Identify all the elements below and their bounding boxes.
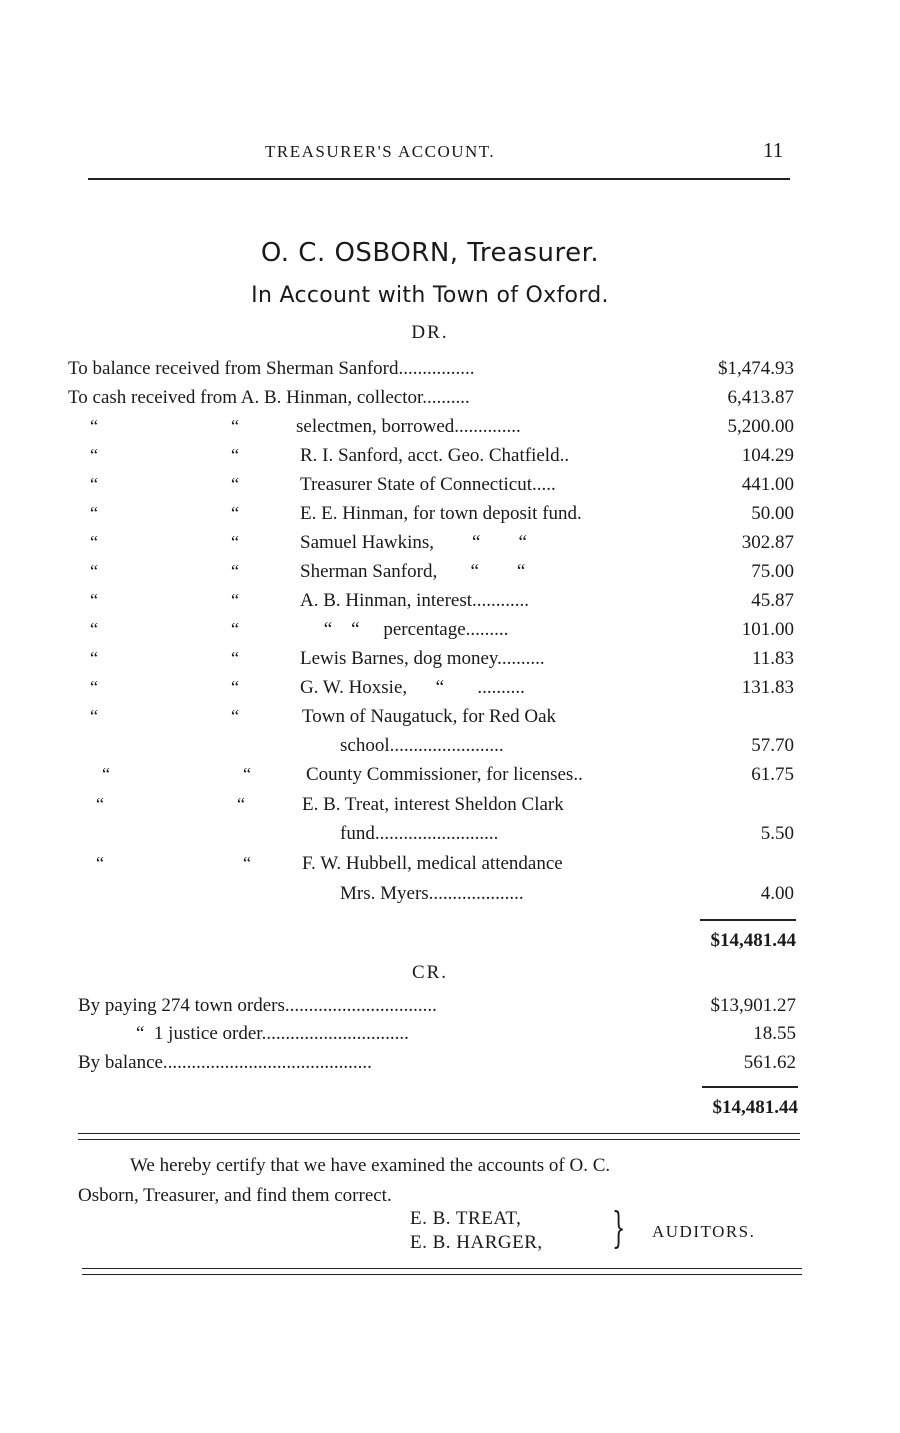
row-text: fund.......................... xyxy=(340,823,499,844)
row-amount: 101.00 xyxy=(741,619,794,640)
row-text: F. W. Hubbell, medical attendance xyxy=(302,853,563,874)
ledger-row xyxy=(88,590,794,618)
ledger-row xyxy=(88,706,794,734)
auditors-label: AUDITORS. xyxy=(652,1222,756,1241)
row-text: Mrs. Myers.................... xyxy=(340,883,524,904)
row-amount: 6,413.87 xyxy=(727,387,794,408)
certification-text xyxy=(78,1151,808,1211)
sum-rule xyxy=(702,1086,798,1088)
ledger-row xyxy=(78,995,796,1023)
row-text: R. I. Sanford, acct. Geo. Chatfield.. xyxy=(300,445,570,466)
credit-heading: CR. xyxy=(411,962,449,983)
ledger-row xyxy=(88,532,794,560)
row-amount: 5.50 xyxy=(760,823,794,844)
ledger-row xyxy=(88,794,794,822)
ditto-mark: “ xyxy=(231,677,239,697)
ledger-row xyxy=(88,445,794,473)
row-text: By paying 274 town orders................................ xyxy=(78,995,437,1016)
row-amount: 45.87 xyxy=(751,590,794,611)
ditto-mark: “ xyxy=(102,764,110,784)
row-text: To cash received from A. B. Hinman, collector.......... xyxy=(68,387,470,408)
row-text: Town of Naugatuck, for Red Oak xyxy=(302,706,557,727)
ditto-mark: “ xyxy=(90,619,98,639)
ditto-mark: “ xyxy=(231,532,239,552)
ditto-mark: “ xyxy=(231,416,239,436)
ledger-row xyxy=(88,561,794,589)
row-amount: 5,200.00 xyxy=(727,416,794,437)
ledger-row xyxy=(88,416,794,444)
row-amount: 561.62 xyxy=(743,1052,796,1073)
row-amount: 131.83 xyxy=(741,677,794,698)
ditto-mark: “ xyxy=(231,474,239,494)
row-text: Treasurer State of Connecticut..... xyxy=(300,474,556,495)
row-amount: 104.29 xyxy=(741,445,794,466)
ditto-mark: “ xyxy=(90,561,98,581)
running-head: TREASURER'S ACCOUNT. xyxy=(265,142,496,161)
ledger-row xyxy=(88,823,794,851)
sum-rule xyxy=(700,919,796,921)
ledger-row xyxy=(88,503,794,531)
row-text: Samuel Hawkins, “ “ xyxy=(300,532,527,553)
ledger-row xyxy=(88,764,794,792)
ditto-mark: “ xyxy=(90,416,98,436)
auditor-name: E. B. HARGER, xyxy=(410,1232,543,1253)
ditto-mark: “ xyxy=(90,648,98,668)
ditto-mark: “ xyxy=(243,764,251,784)
ditto-mark: “ xyxy=(231,619,239,639)
row-amount: 302.87 xyxy=(741,532,794,553)
header-rule xyxy=(88,178,790,180)
ledger-row xyxy=(88,677,794,705)
row-text: selectmen, borrowed.............. xyxy=(296,416,521,437)
ditto-mark: “ xyxy=(231,561,239,581)
row-amount: 11.83 xyxy=(751,648,794,669)
ditto-mark: “ xyxy=(237,794,245,814)
ditto-mark: “ xyxy=(231,445,239,465)
row-amount: 61.75 xyxy=(751,764,794,785)
row-text: By balance............................................ xyxy=(78,1052,372,1073)
row-amount: 57.70 xyxy=(751,735,794,756)
ditto-mark: “ xyxy=(90,445,98,465)
row-text: “ “ percentage......... xyxy=(300,619,509,640)
ditto-mark: “ xyxy=(231,590,239,610)
row-text: A. B. Hinman, interest............ xyxy=(300,590,530,611)
row-text: E. B. Treat, interest Sheldon Clark xyxy=(302,794,564,815)
row-amount: $1,474.93 xyxy=(718,358,794,379)
row-text: County Commissioner, for licenses.. xyxy=(306,764,583,785)
row-text: Sherman Sanford, “ “ xyxy=(300,561,526,582)
page-title: O. C. OSBORN, Treasurer. xyxy=(260,238,600,268)
ditto-mark: “ xyxy=(90,706,98,726)
ditto-mark: “ xyxy=(90,677,98,697)
row-text: To balance received from Sherman Sanford................ xyxy=(68,358,475,379)
row-amount: $13,901.27 xyxy=(710,995,796,1016)
row-text: “ 1 justice order............................... xyxy=(136,1023,409,1044)
row-text: G. W. Hoxsie, “ .......... xyxy=(300,677,525,698)
brace-glyph: } xyxy=(612,1203,626,1252)
ledger-row xyxy=(78,1023,796,1051)
row-text: E. E. Hinman, for town deposit fund. xyxy=(300,503,582,524)
ditto-mark: “ xyxy=(90,474,98,494)
section-double-rule xyxy=(78,1133,800,1140)
row-amount: 75.00 xyxy=(751,561,794,582)
ditto-mark: “ xyxy=(90,532,98,552)
debit-total: $14,481.44 xyxy=(710,930,796,951)
ditto-mark: “ xyxy=(231,706,239,726)
ledger-row xyxy=(68,387,794,415)
ditto-mark: “ xyxy=(90,590,98,610)
ledger-row xyxy=(88,883,794,911)
page-number: 11 xyxy=(763,138,784,162)
ditto-mark: “ xyxy=(96,794,104,814)
certification-line: We hereby certify that we have examined the accounts of O. C. xyxy=(130,1155,611,1176)
certification-line: Osborn, Treasurer, and find them correct. xyxy=(78,1185,392,1206)
row-amount: 4.00 xyxy=(760,883,794,904)
row-text: Lewis Barnes, dog money.......... xyxy=(300,648,545,669)
ditto-mark: “ xyxy=(96,853,104,873)
row-amount: 50.00 xyxy=(751,503,794,524)
ditto-mark: “ xyxy=(231,648,239,668)
ditto-mark: “ xyxy=(90,503,98,523)
auditor-name: E. B. TREAT, xyxy=(410,1208,522,1229)
debit-heading: DR. xyxy=(411,322,449,343)
ditto-mark: “ xyxy=(243,853,251,873)
credit-total: $14,481.44 xyxy=(712,1097,798,1118)
ledger-row xyxy=(88,853,794,881)
footer-double-rule xyxy=(82,1268,802,1275)
ledger-row xyxy=(68,358,794,386)
ledger-row xyxy=(88,474,794,502)
row-amount: 441.00 xyxy=(741,474,794,495)
ledger-row xyxy=(88,648,794,676)
row-amount: 18.55 xyxy=(753,1023,796,1044)
ledger-row xyxy=(88,619,794,647)
page-subtitle: In Account with Town of Oxford. xyxy=(251,283,609,308)
ledger-row xyxy=(88,735,794,763)
row-text: school........................ xyxy=(340,735,504,756)
ditto-mark: “ xyxy=(231,503,239,523)
ledger-row xyxy=(78,1052,796,1080)
